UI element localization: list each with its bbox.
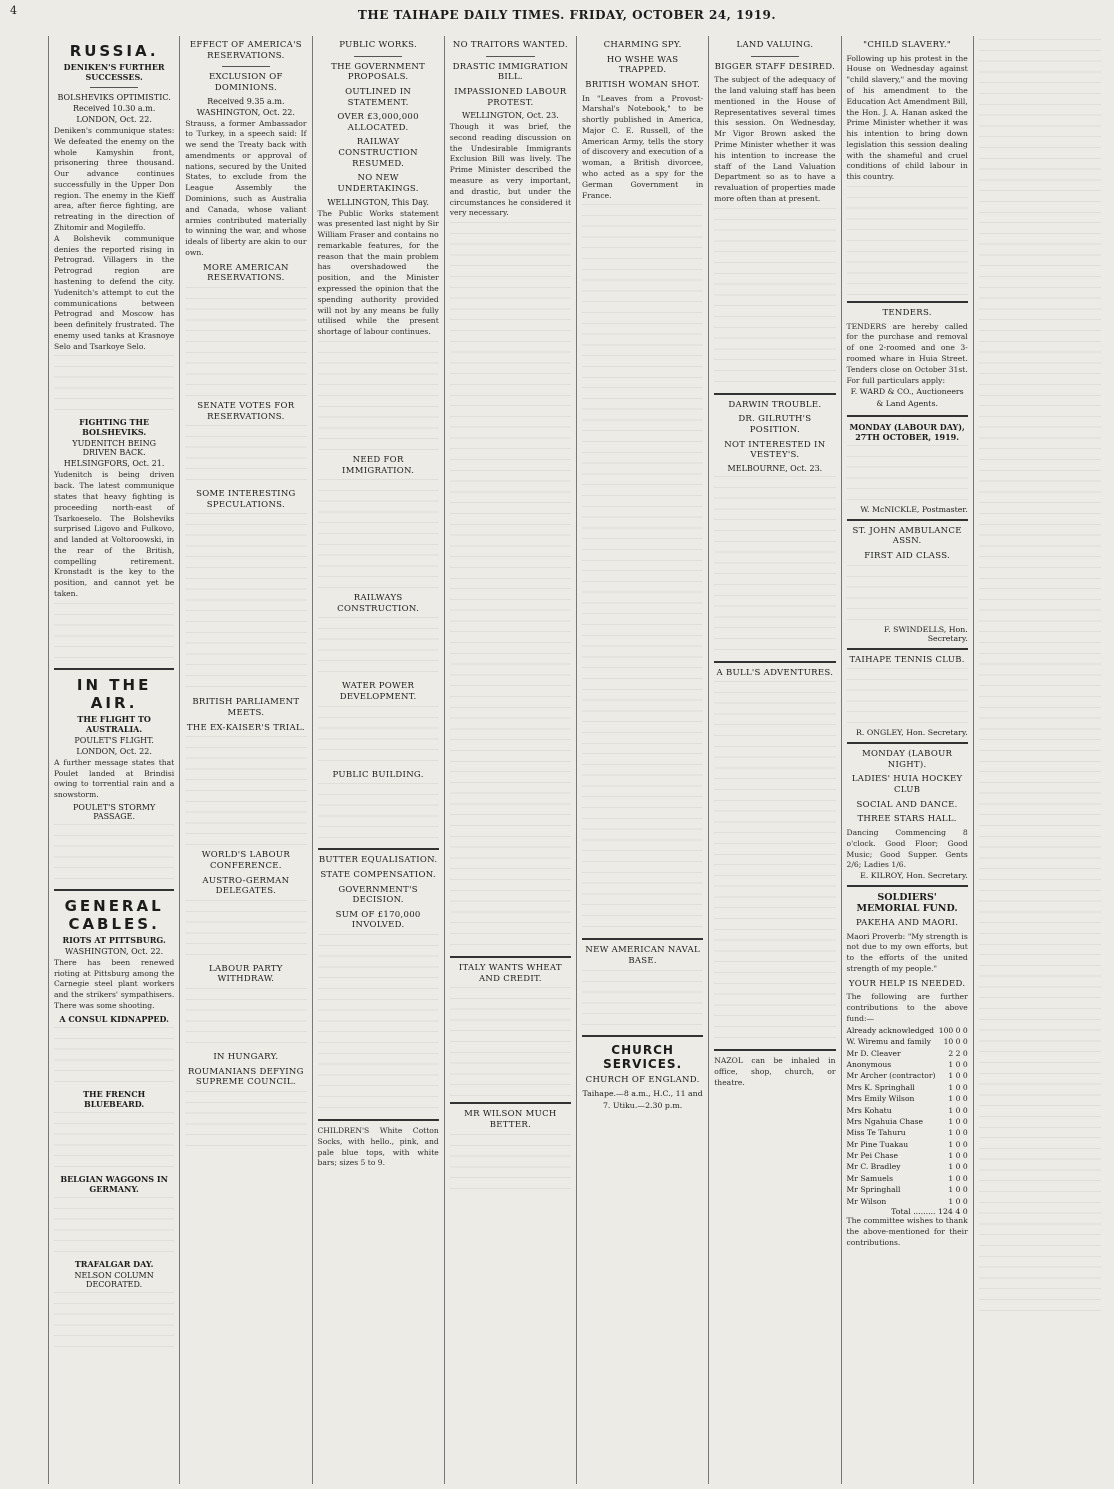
subheadline: POULET'S FLIGHT. xyxy=(74,735,154,745)
donor-amount: 1 0 0 xyxy=(948,1082,968,1092)
received-time: Received 9.35 a.m. xyxy=(207,96,285,106)
headline: SOME INTERESTING SPECULATIONS. xyxy=(196,489,296,510)
headline: A BULL'S ADVENTURES. xyxy=(716,667,834,678)
subheadline: CHURCH OF ENGLAND. xyxy=(585,1074,700,1085)
headline: LAND VALUING. xyxy=(736,40,814,50)
dateline: MELBOURNE, Oct. 23. xyxy=(727,463,823,473)
donor-row xyxy=(847,1139,968,1150)
donor-list xyxy=(847,1025,968,1207)
donor-name: W. Wiremu and family xyxy=(846,1037,931,1047)
article-text-block xyxy=(54,1197,174,1257)
donor-name: Mrs Ngahuia Chase xyxy=(846,1116,924,1126)
article-text-block xyxy=(714,208,835,388)
article-text-block xyxy=(582,753,703,933)
divider xyxy=(714,661,835,663)
article-paragraph: Deniken's communique states: We defeated the enemy on the whole Kamyshin front, prisonering three thousand. Our advance continues successfully in the Upper Don region. The enemy in the Kieff area, after fierce fighting, are retreating in the direction of Zhitomir and Mogileffo. xyxy=(54,126,175,233)
divider xyxy=(222,66,271,67)
headline: RIOTS AT PITTSBURG. xyxy=(62,934,166,945)
headline: DARWIN TROUBLE. xyxy=(728,399,822,410)
article-paragraph: There has been renewed rioting at Pittsburg among the Carnegie steel plant workers and the strikers' sympathisers. There was some shooting. xyxy=(54,957,175,1011)
donor-row xyxy=(847,1161,968,1172)
column-6 xyxy=(709,36,841,1484)
divider xyxy=(318,1119,439,1121)
divider xyxy=(847,648,968,650)
subheadline: RAILWAY CONSTRUCTION RESUMED. xyxy=(338,137,418,169)
article-text-block xyxy=(54,1027,174,1087)
article-text-block xyxy=(185,287,306,397)
contributions-intro: The following are further contributions to the above fund:— xyxy=(846,992,968,1023)
subheadline: BRITISH WOMAN SHOT. xyxy=(585,79,700,90)
headline: EFFECT OF AMERICA'S RESERVATIONS. xyxy=(189,40,302,61)
closing-note: The committee wishes to thank the above-mentioned for their contributions. xyxy=(846,1216,968,1247)
donor-amount: 1 0 0 xyxy=(948,1059,968,1069)
article-text-block xyxy=(979,588,1101,768)
article-paragraph: Yudenitch is being driven back. The latest communique states that heavy fighting is proceeding north-east of Tsarkoeselo. The Bolsheviks surprised Ligovo and Fulkovo, and landed at Voltoroowski, in the rear of the British, compelling retirement. Kronstadt is the key to the position, and cannot yet be taken. xyxy=(54,470,175,598)
donor-name: Mrs Kohatu xyxy=(846,1105,892,1115)
article-text-block xyxy=(450,222,571,402)
divider xyxy=(450,1102,571,1104)
subheadline: NELSON COLUMN DECORATED. xyxy=(74,1270,154,1289)
article-text-block xyxy=(582,970,703,1030)
divider xyxy=(90,87,138,88)
article-text-block xyxy=(979,405,1101,585)
notice-text-block xyxy=(847,565,968,625)
article-text-block xyxy=(582,204,703,384)
tenders-signature: F. WARD & CO., Auctioneers & Land Agents. xyxy=(850,387,964,408)
donor-name: Mrs Emily Wilson xyxy=(846,1094,915,1104)
subheadline: RAILWAYS CONSTRUCTION. xyxy=(337,593,420,614)
russia-title: RUSSIA. xyxy=(69,42,159,60)
donor-row xyxy=(847,1070,968,1081)
advertisement: CHILDREN'S White Cotton Socks, with hello., pink, and pale blue tops, with white bars; sizes 5 to 9. xyxy=(317,1126,439,1168)
headline: MR WILSON MUCH BETTER. xyxy=(464,1109,557,1131)
service-times: Taihape.—8 a.m., H.C., 11 and 7. Utiku.—2.30 p.m. xyxy=(582,1089,703,1110)
article-text-block xyxy=(185,736,306,846)
article-text-block xyxy=(54,355,174,415)
headline: TRAFALGAR DAY. xyxy=(74,1258,154,1269)
article-text-block xyxy=(450,987,571,1097)
subheadline: EXCLUSION OF DOMINIONS. xyxy=(209,72,283,93)
headline: BRITISH PARLIAMENT MEETS. xyxy=(192,697,300,719)
article-text-block xyxy=(54,1112,174,1172)
article-text-block xyxy=(185,1091,306,1151)
tenders-notice: TENDERS are hereby called for the purchase and removal of one 2-roomed and one 3-roomed whare in Huia Street. Tenders close on October 31st. For full particulars apply: xyxy=(846,321,968,385)
divider xyxy=(486,56,535,57)
donor-name: Mr Pei Chase xyxy=(846,1151,899,1161)
church-services-title: CHURCH SERVICES. xyxy=(603,1042,683,1071)
fund-total: Total ......... 124 4 0 xyxy=(891,1207,968,1217)
column-2 xyxy=(180,36,312,1484)
pakeha-heading: PAKEHA AND MAORI. xyxy=(855,918,959,929)
ambulance-heading: ST. JOHN AMBULANCE ASSN. xyxy=(852,525,962,547)
headline: WORLD'S LABOUR CONFERENCE. xyxy=(201,850,291,871)
article-paragraph: Following up his protest in the House on Wednesday against "child slavery," and the moving of his amendment to the Education Act Amendment Bill, the Hon. J. A. Hanan asked the Prime Minister whether it was his intention to bring down legislation this session dealing with the shameful and cruel conditions of child labour in this country. xyxy=(846,53,968,182)
article-text-block xyxy=(450,1134,571,1194)
article-text-block xyxy=(979,771,1101,951)
donor-amount: 1 0 0 xyxy=(948,1196,968,1206)
article-text-block xyxy=(185,900,306,960)
headline: MORE AMERICAN RESERVATIONS. xyxy=(202,262,289,284)
article-text-block xyxy=(185,425,306,485)
newspaper-columns xyxy=(48,36,1106,1484)
holiday-heading: MONDAY (LABOUR DAY), 27TH OCTOBER, 1919. xyxy=(849,421,965,442)
donor-row xyxy=(847,1025,968,1036)
tennis-heading: TAIHAPE TENNIS CLUB. xyxy=(849,654,965,665)
dateline: WELLINGTON, Oct. 23. xyxy=(461,111,559,121)
article-text-block xyxy=(979,39,1101,219)
donor-name: Mr Wilson xyxy=(846,1196,887,1206)
column-1 xyxy=(48,36,180,1484)
memorial-fund-heading: SOLDIERS' MEMORIAL FUND. xyxy=(856,892,958,915)
in-the-air-title: IN THE AIR. xyxy=(76,675,152,712)
subheadline: STATE COMPENSATION. xyxy=(320,869,436,880)
headline: NO TRAITORS WANTED. xyxy=(452,40,568,50)
article-text-block xyxy=(714,681,835,861)
dance-notice: Dancing Commencing 8 o'clock. Good Floor; Good Music; Good Supper. Gents 2/6; Ladies 1/6. xyxy=(846,827,968,870)
headline: FIGHTING THE BOLSHEVIKS. xyxy=(79,417,150,438)
article-text-block xyxy=(582,570,703,750)
donor-amount: 1 0 0 xyxy=(948,1185,968,1195)
headline: BELGIAN WAGGONS IN GERMANY. xyxy=(60,1173,168,1194)
article-text-block xyxy=(54,824,174,884)
article-text-block xyxy=(185,513,306,693)
headline: DENIKEN'S FURTHER SUCCESSES. xyxy=(63,62,165,82)
donor-amount: 1 0 0 xyxy=(948,1173,968,1183)
divider xyxy=(54,889,174,891)
article-paragraph: Strauss, a former Ambassador to Turkey, in a speech said: If we send the Treaty back with amendments or approval of nations, secured by the United States, to exclude from the League Assembly the Dominions, such as Australia and Canada, whose valiant armies contributed materially to winning the war, and whose ideals of liberty are akin to our own. xyxy=(185,118,307,257)
page-folio: 4 xyxy=(10,4,17,17)
dateline: LONDON, Oct. 22. xyxy=(76,746,152,756)
subheadline: AUSTRO-GERMAN DELEGATES. xyxy=(202,875,290,897)
headline: THE FLIGHT TO AUSTRALIA. xyxy=(77,713,151,734)
donor-amount: 1 0 0 xyxy=(948,1094,968,1104)
donor-name: Mrs K. Springhall xyxy=(846,1082,915,1092)
help-heading: YOUR HELP IS NEEDED. xyxy=(848,978,966,989)
article-paragraph: A Bolshevik communique denies the reported rising in Petrograd. Villagers in the Petrograd region are hastening to defend the city. Yudenitch's attempt to cut the communications between Petrograd and Moscow has been definitely frustrated. The enemy used tanks at Krasnoye Selo and Tsarkoye Selo. xyxy=(54,233,175,351)
divider xyxy=(582,1035,703,1037)
article-paragraph: The Public Works statement was presented last night by Sir William Fraser and contains no remarkable features, for the reason that the main problem has overshadowed the position, and the Minister expressed the opinion that the spending authority provided will not by any means be fully utilised while the present shortage of labour continues. xyxy=(317,208,439,337)
donor-name: Mr Archer (contractor) xyxy=(846,1071,936,1081)
article-text-block xyxy=(318,934,439,1114)
donor-amount: 1 0 0 xyxy=(948,1139,968,1149)
donor-row xyxy=(847,1082,968,1093)
divider xyxy=(354,56,403,57)
subheadline: ROUMANIANS DEFYING SUPREME COUNCIL. xyxy=(187,1066,304,1088)
article-text-block xyxy=(318,783,439,843)
donor-name: Mr Samuels xyxy=(846,1173,893,1183)
article-text-block xyxy=(450,771,571,951)
headline: BUTTER EQUALISATION. xyxy=(318,855,438,866)
subheadline: DR. GILRUTH'S POSITION. xyxy=(738,414,812,435)
article-text-block xyxy=(847,186,968,296)
headline: A CONSUL KIDNAPPED. xyxy=(59,1013,169,1024)
donor-name: Mr D. Cleaver xyxy=(846,1048,901,1058)
tenders-heading: TENDERS. xyxy=(882,308,932,318)
column-8 xyxy=(974,36,1106,1484)
masthead: THE TAIHAPE DAILY TIMES. FRIDAY, OCTOBER 24, 1919. xyxy=(357,8,777,22)
article-text-block xyxy=(318,479,439,589)
donor-amount: 10 0 0 xyxy=(943,1037,968,1047)
subheadline: POULET'S STORMY PASSAGE. xyxy=(72,802,156,821)
headline: CHARMING SPY. xyxy=(603,40,682,50)
donor-amount: 2 2 0 xyxy=(948,1048,968,1058)
donor-amount: 1 0 0 xyxy=(948,1105,968,1115)
subheadline: THE EX-KAISER'S TRIAL. xyxy=(186,722,305,733)
donor-row xyxy=(847,1059,968,1070)
article-text-block xyxy=(318,706,439,766)
article-text-block xyxy=(979,222,1101,402)
donor-row xyxy=(847,1196,968,1207)
secretary-signature: E. KILROY, Hon. Secretary. xyxy=(860,871,968,881)
dateline: LONDON, Oct. 22. xyxy=(76,115,152,124)
divider xyxy=(318,848,439,850)
subheadline: WATER POWER DEVELOPMENT. xyxy=(339,681,417,702)
headline: "CHILD SLAVERY." xyxy=(863,40,952,50)
article-text-block xyxy=(979,954,1101,1134)
headline: PUBLIC WORKS. xyxy=(339,40,417,50)
donor-amount: 1 0 0 xyxy=(948,1071,968,1081)
notice-text-block xyxy=(847,445,968,505)
subheadline: SUM OF £170,000 INVOLVED. xyxy=(335,909,421,931)
article-text-block xyxy=(54,1292,174,1352)
secretary-signature: F. SWINDELLS, Hon. Secretary. xyxy=(884,624,968,643)
donor-row xyxy=(847,1048,968,1059)
divider xyxy=(847,519,968,521)
divider xyxy=(847,742,968,744)
subheadline: NEED FOR IMMIGRATION. xyxy=(342,454,415,476)
divider xyxy=(582,938,703,940)
subheadline: THE GOVERNMENT PROPOSALS. xyxy=(331,61,426,83)
divider xyxy=(847,415,968,417)
advertisement: NAZOL can be inhaled in office, shop, church, or theatre. xyxy=(714,1056,836,1087)
subheadline: OUTLINED IN STATEMENT. xyxy=(345,86,412,108)
divider xyxy=(450,956,571,958)
donor-amount: 1 0 0 xyxy=(948,1116,968,1126)
article-text-block xyxy=(185,988,306,1048)
column-3 xyxy=(313,36,445,1484)
donor-row xyxy=(847,1036,968,1047)
subheadline: BIGGER STAFF DESIRED. xyxy=(714,61,836,72)
article-text-block xyxy=(54,603,174,663)
donor-name: Already acknowledged xyxy=(846,1025,934,1035)
dateline: HELSINGFORS, Oct. 21. xyxy=(63,459,165,469)
dateline: WASHINGTON, Oct. 22. xyxy=(196,107,295,117)
article-text-block xyxy=(450,588,571,768)
divider xyxy=(54,668,174,670)
article-paragraph: The subject of the adequacy of the land valuing staff has been mentioned in the House of Representatives several times this session. On Wednesday, Mr Vigor Brown asked the Prime Minister whether it was his intention to increase the staff of the Land Valuation Department so as to have a revaluation of properties made more often than at present. xyxy=(714,75,836,203)
article-text-block xyxy=(714,476,835,656)
donor-row xyxy=(847,1150,968,1161)
donor-amount: 1 0 0 xyxy=(948,1128,968,1138)
donor-amount: 1 0 0 xyxy=(948,1151,968,1161)
divider xyxy=(847,301,968,303)
donor-row xyxy=(847,1105,968,1116)
article-paragraph: A further message states that Poulet landed at Brindisi owing to torrential rain and a snowstorm. xyxy=(54,757,175,800)
donor-row xyxy=(847,1116,968,1127)
proverb-text: Maori Proverb: "My strength is not due to my own efforts, but to the efforts of the united strength of my people." xyxy=(846,931,968,974)
donor-name: Anonymous xyxy=(846,1059,892,1069)
divider xyxy=(751,56,800,57)
donor-name: Mr Springhall xyxy=(846,1185,901,1195)
subheadline: YUDENITCH BEING DRIVEN BACK. xyxy=(72,439,156,458)
subheadline: BOLSHEVIKS OPTIMISTIC. xyxy=(57,93,171,102)
subheadline: OVER £3,000,000 ALLOCATED. xyxy=(337,112,419,133)
donor-name: Mr C. Bradley xyxy=(846,1162,901,1172)
headline: ITALY WANTS WHEAT AND CREDIT. xyxy=(458,963,562,984)
subheadline: IMPASSIONED LABOUR PROTEST. xyxy=(454,86,567,108)
postmaster-signature: W. McNICKLE, Postmaster. xyxy=(860,504,968,514)
donor-name: Miss Te Tahuru xyxy=(846,1128,906,1138)
divider xyxy=(714,393,835,395)
notice-text-block xyxy=(847,668,968,728)
headline: IN HUNGARY. xyxy=(213,1052,279,1063)
article-text-block xyxy=(714,864,835,1044)
subheadline: GOVERNMENT'S DECISION. xyxy=(338,884,418,906)
headline: THE FRENCH BLUEBEARD. xyxy=(83,1088,146,1109)
column-4 xyxy=(445,36,577,1484)
dateline: WELLINGTON, This Day. xyxy=(327,197,429,207)
secretary-signature: R. ONGLEY, Hon. Secretary. xyxy=(856,728,968,738)
general-cables-title: GENERAL CABLES. xyxy=(64,896,164,933)
headline: SENATE VOTES FOR RESERVATIONS. xyxy=(197,400,295,422)
hockey-heading: LADIES' HUIA HOCKEY CLUB xyxy=(851,774,963,796)
article-text-block xyxy=(979,1137,1101,1317)
article-text-block xyxy=(318,617,439,677)
donor-row xyxy=(847,1127,968,1138)
labour-night-heading: MONDAY (LABOUR NIGHT). xyxy=(861,749,953,770)
first-aid-heading: FIRST AID CLASS. xyxy=(864,550,951,561)
donor-row xyxy=(847,1184,968,1195)
donor-amount: 100 0 0 xyxy=(938,1025,968,1035)
donor-name: Mr Pine Tuakau xyxy=(846,1139,909,1149)
donor-amount: 1 0 0 xyxy=(948,1162,968,1172)
article-text-block xyxy=(582,387,703,567)
subheadline: PUBLIC BUILDING. xyxy=(332,769,424,780)
received-time: Received 10.30 a.m. xyxy=(72,104,156,113)
article-paragraph: Though it was brief, the second reading discussion on the Undesirable Immigrants Exclusion Bill was lively. The Prime Minister described the measure as very important, and drastic, but under the circumstances he considered it very necessary. xyxy=(449,122,571,218)
subheadline: NOT INTERESTED IN VESTEY'S. xyxy=(724,439,826,461)
article-text-block xyxy=(318,341,439,451)
divider xyxy=(714,1049,835,1051)
headline: LABOUR PARTY WITHDRAW. xyxy=(209,963,283,985)
donor-row xyxy=(847,1173,968,1184)
column-5 xyxy=(577,36,709,1484)
article-text-block xyxy=(450,405,571,585)
column-7 xyxy=(842,36,974,1484)
social-heading: SOCIAL AND DANCE. xyxy=(856,799,958,810)
divider xyxy=(847,885,968,887)
subheadline: DRASTIC IMMIGRATION BILL. xyxy=(452,61,569,83)
article-paragraph: In "Leaves from a Provost-Marshal's Notebook," to be shortly published in America, Major C. E. Russell, of the American Army, tells the story of discovery and execution of a woman, a British divorcee, who acted as a spy for the German Government in France. xyxy=(582,93,704,200)
hall-heading: THREE STARS HALL. xyxy=(857,814,957,825)
subheadline: HO WSHE WAS TRAPPED. xyxy=(606,54,679,76)
dateline: WASHINGTON, Oct. 22. xyxy=(65,946,164,956)
headline: NEW AMERICAN NAVAL BASE. xyxy=(585,945,700,966)
donor-row xyxy=(847,1093,968,1104)
subheadline: NO NEW UNDERTAKINGS. xyxy=(337,173,419,194)
